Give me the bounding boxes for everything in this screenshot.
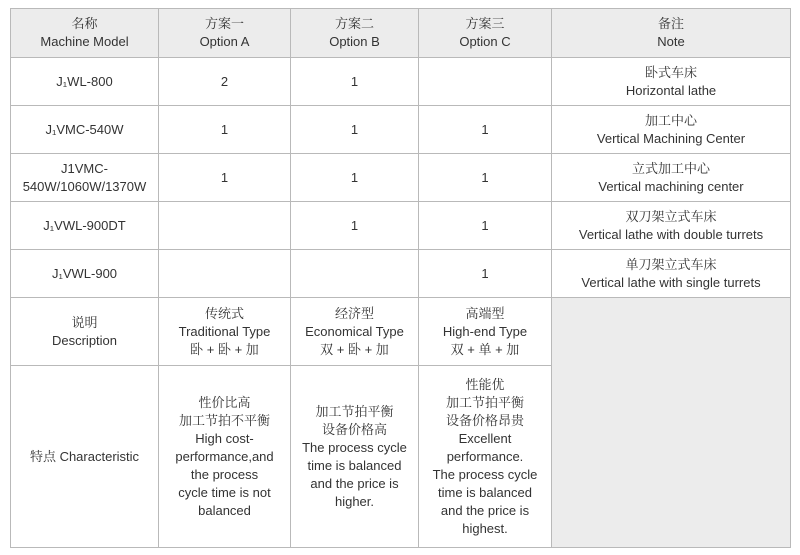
note-cell: 双刀架立式车床 Vertical lathe with double turrets [552,202,791,250]
option-c-cell [419,58,552,106]
option-b-cell: 1 [291,106,419,154]
note-cell: 加工中心 Vertical Machining Center [552,106,791,154]
header-note: 备注 Note [552,9,791,58]
description-label: 说明 Description [11,298,159,366]
option-b-cell: 1 [291,58,419,106]
merged-empty-cell [552,298,791,548]
model-cell: J₁VMC-540W [11,106,159,154]
option-a-cell [159,202,291,250]
option-c-cell: 1 [419,154,552,202]
option-a-cell: 2 [159,58,291,106]
header-option-c: 方案三 Option C [419,9,552,58]
header-model: 名称 Machine Model [11,9,159,58]
model-cell: J₁VWL-900DT [11,202,159,250]
characteristic-option-b: 加工节拍平衡 设备价格高 The process cycle time is balanced and the price is higher. [291,366,419,548]
header-option-a: 方案一 Option A [159,9,291,58]
description-row [11,298,791,366]
option-a-cell [159,250,291,298]
option-b-cell: 1 [291,154,419,202]
table-row [11,202,791,250]
table-row [11,250,791,298]
table-row [11,58,791,106]
model-cell: J₁WL-800 [11,58,159,106]
note-cell: 立式加工中心 Vertical machining center [552,154,791,202]
characteristic-option-a: 性价比高 加工节拍不平衡 High cost- performance,and the process cycle time is not balanced [159,366,291,548]
model-cell: J1VMC- 540W/1060W/1370W [11,154,159,202]
header-option-b: 方案二 Option B [291,9,419,58]
note-cell: 卧式车床 Horizontal lathe [552,58,791,106]
option-a-cell: 1 [159,154,291,202]
option-c-cell: 1 [419,106,552,154]
option-b-cell [291,250,419,298]
description-option-a: 传统式 Traditional Type 卧 + 卧 + 加 [159,298,291,366]
note-cell: 单刀架立式车床 Vertical lathe with single turrets [552,250,791,298]
table-row [11,154,791,202]
comparison-table [10,8,791,548]
characteristic-label: 特点 Characteristic [11,366,159,548]
description-option-b: 经济型 Economical Type 双 + 卧 + 加 [291,298,419,366]
header-row [11,9,791,58]
option-b-cell: 1 [291,202,419,250]
description-option-c: 高端型 High-end Type 双 + 单 + 加 [419,298,552,366]
characteristic-option-c: 性能优 加工节拍平衡 设备价格昂贵 Excellent performance. The process cycle time is balanced and the price is highest. [419,366,552,548]
table-row [11,106,791,154]
model-cell: J₁VWL-900 [11,250,159,298]
option-a-cell: 1 [159,106,291,154]
option-c-cell: 1 [419,250,552,298]
option-c-cell: 1 [419,202,552,250]
